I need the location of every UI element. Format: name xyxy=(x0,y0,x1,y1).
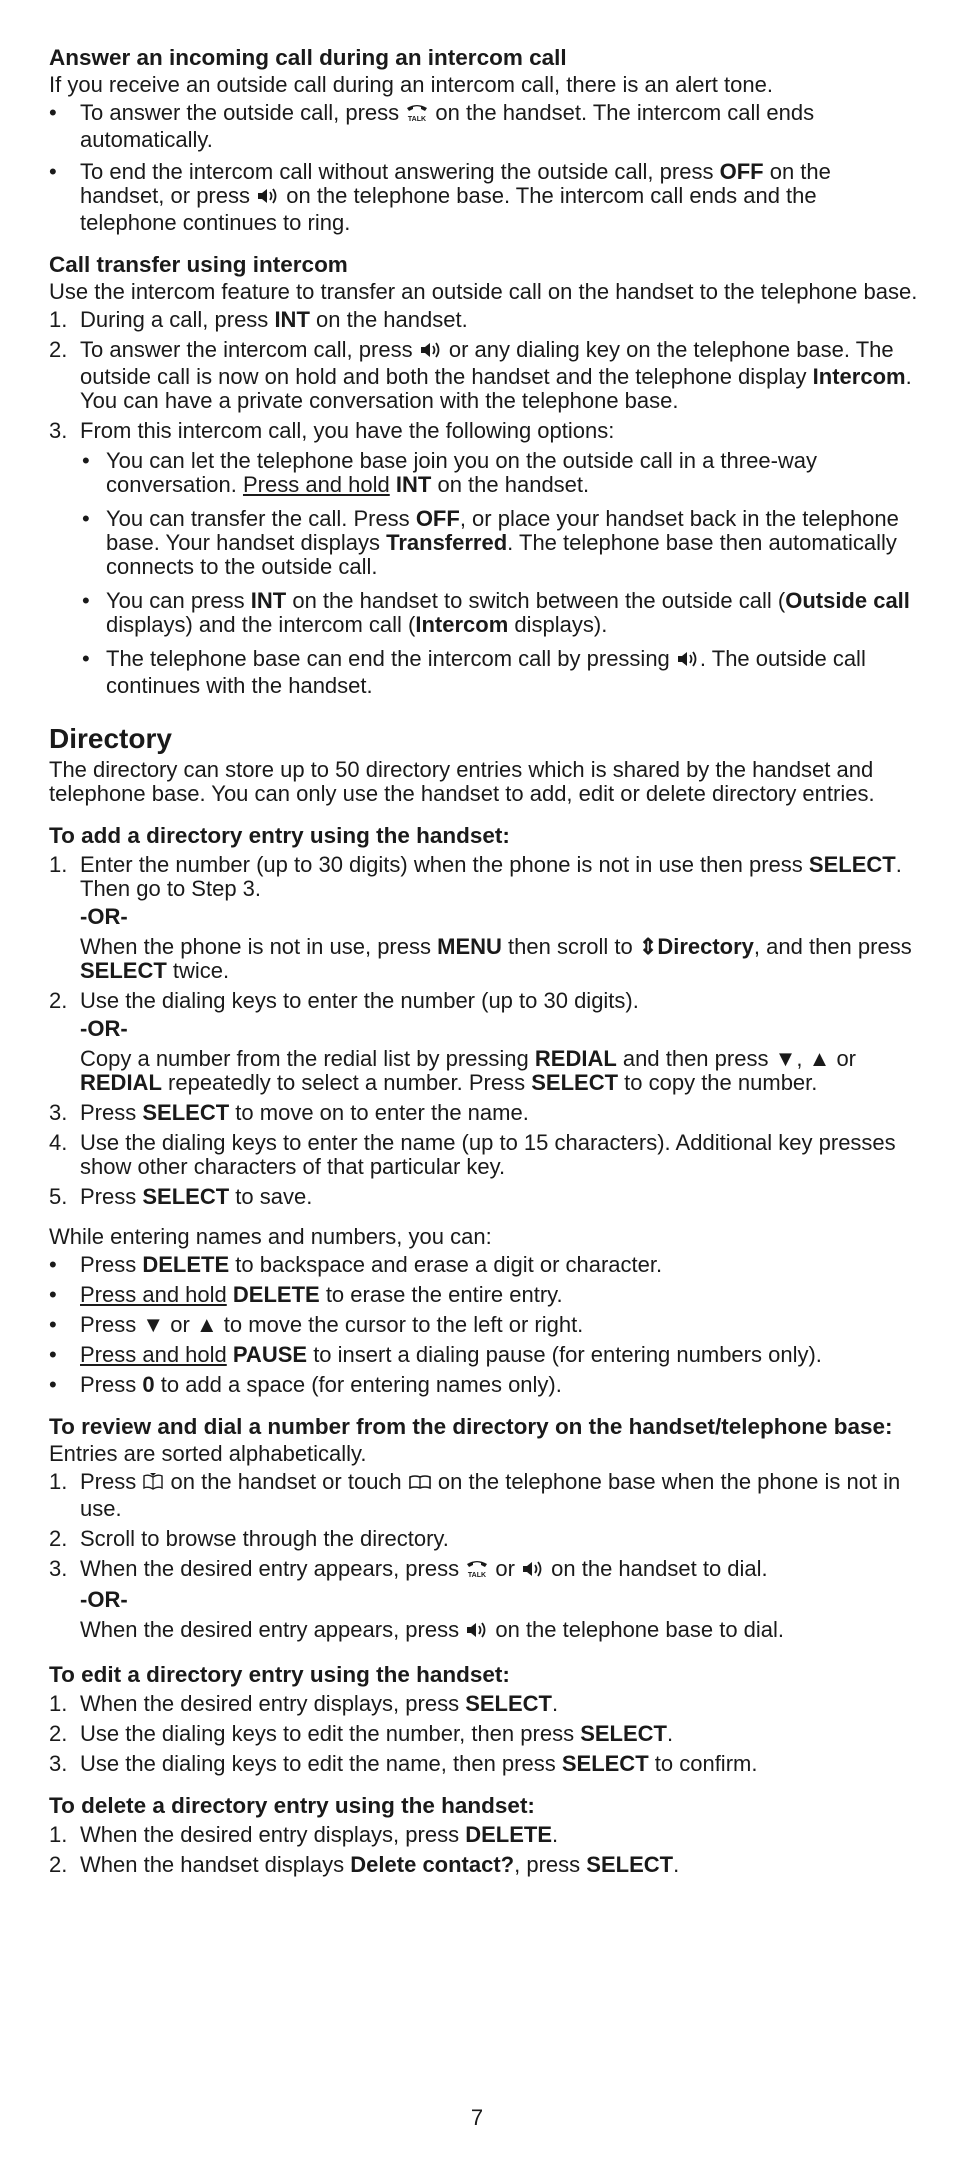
list-item: 3. When the desired entry appears, press TALK or on the handset to dial. -OR- When the desired entry appears, press on the telephone base to dial. xyxy=(49,1557,919,1645)
review-title: To review and dial a number from the directory on the handset/telephone base: xyxy=(49,1414,893,1439)
delete-title: To delete a directory entry using the handset: xyxy=(49,1793,535,1818)
or-separator: -OR- xyxy=(80,1587,128,1612)
speaker-icon xyxy=(521,1559,545,1584)
numbered-list xyxy=(49,308,919,698)
speaker-icon xyxy=(419,340,443,365)
sub-bullet-list xyxy=(80,449,919,698)
list-item: 2. Use the dialing keys to enter the number (up to 30 digits). -OR- Copy a number from the redial list by pressing REDIAL and then press ▼, ▲ or REDIAL repeatedly to select a number. Press SELECT to copy the number. xyxy=(49,989,919,1095)
list-item: • To end the intercom call without answering the outside call, press OFF on the handset, or press on the telephone base. The intercom call ends and the telephone continues to ring. xyxy=(49,160,919,235)
list-item: 1. Press on the handset or touch on the telephone base when the phone is not in use. xyxy=(49,1469,901,1521)
alt-step: When the desired entry appears, press on the telephone base to dial. xyxy=(80,1618,919,1645)
list-item: • Press 0 to add a space (for entering names only). xyxy=(49,1373,919,1397)
section-intro: Use the intercom feature to transfer an outside call on the handset to the telephone base. xyxy=(49,279,918,304)
directory-heading: Directory xyxy=(49,723,172,754)
list-item: 2. To answer the intercom call, press or any dialing key on the telephone base. The outside call is now on hold and both the handset and the telephone display Intercom. You can have a private conversation with the telephone base. xyxy=(49,337,912,413)
svg-text:TALK: TALK xyxy=(468,1572,487,1579)
directory-book-icon xyxy=(142,1472,164,1497)
list-item: 4. Use the dialing keys to enter the name (up to 15 characters). Additional key presses show other characters of that particular key. xyxy=(49,1130,896,1179)
list-item: 5. Press SELECT to save. xyxy=(49,1184,313,1209)
list-item: • Press DELETE to backspace and erase a digit or character. xyxy=(49,1253,919,1277)
entering-intro: While entering names and numbers, you can: xyxy=(49,1224,492,1249)
bullet-list xyxy=(49,1253,919,1397)
alt-step: Copy a number from the redial list by pressing REDIAL and then press ▼, ▲ or REDIAL repeatedly to select a number. Press SELECT to copy the number. xyxy=(80,1046,857,1095)
or-separator: -OR- xyxy=(80,904,128,929)
numbered-list xyxy=(49,1823,919,1877)
numbered-list xyxy=(49,1470,919,1645)
speaker-icon xyxy=(465,1620,489,1645)
alt-step: When the phone is not in use, press MENU then scroll to ⇕Directory, and then press SELECT twice. xyxy=(80,934,912,983)
list-item: 1. During a call, press INT on the handset. xyxy=(49,307,468,332)
list-item: 3. Use the dialing keys to edit the name, then press SELECT to confirm. xyxy=(49,1751,758,1776)
list-item: 1. When the desired entry displays, press SELECT. xyxy=(49,1691,559,1716)
page-number: 7 xyxy=(470,2105,484,2130)
talk-icon xyxy=(465,1559,489,1584)
book-touch-icon xyxy=(408,1472,432,1497)
list-item: • You can transfer the call. Press OFF, or place your handset back in the telephone base. Your handset displays Transferred. The telephone base then automatically connects to the outside call. xyxy=(80,507,919,579)
speaker-icon xyxy=(256,186,280,211)
talk-icon xyxy=(405,103,429,128)
edit-title: To edit a directory entry using the handset: xyxy=(49,1662,510,1687)
bullet-list xyxy=(49,101,919,235)
list-item: 2. Scroll to browse through the directory. xyxy=(49,1526,449,1551)
directory-intro: The directory can store up to 50 directory entries which is shared by the handset and telephone base. You can only use the handset to add, edit or delete directory entries. xyxy=(49,757,875,806)
review-intro: Entries are sorted alphabetically. xyxy=(49,1441,367,1466)
list-item: • To answer the outside call, press TALK on the handset. The intercom call ends automatically. xyxy=(49,101,919,152)
section-title-answer-call: Answer an incoming call during an intercom call xyxy=(49,45,567,70)
list-item: • The telephone base can end the intercom call by pressing . The outside call continues with the handset. xyxy=(80,647,919,698)
list-item: 2. When the handset displays Delete contact?, press SELECT. xyxy=(49,1852,680,1877)
section-title-call-transfer: Call transfer using intercom xyxy=(49,252,348,277)
add-entry-title: To add a directory entry using the handset: xyxy=(49,823,510,848)
numbered-list xyxy=(49,853,919,1209)
list-item: 1. Enter the number (up to 30 digits) when the phone is not in use then press SELECT. Then go to Step 3. -OR- When the phone is not in use, press MENU then scroll to ⇕Directory, and then press SELECT twice. xyxy=(49,853,919,983)
section-intro: If you receive an outside call during an intercom call, there is an alert tone. xyxy=(49,72,773,97)
or-separator: -OR- xyxy=(80,1016,128,1041)
list-item: • Press and hold DELETE to erase the entire entry. xyxy=(49,1283,919,1307)
numbered-list xyxy=(49,1692,919,1776)
list-item: 1. When the desired entry displays, press DELETE. xyxy=(49,1822,559,1847)
list-item: • Press ▼ or ▲ to move the cursor to the left or right. xyxy=(49,1313,919,1337)
list-item: 3. From this intercom call, you have the following options: • You can let the telephone base join you on the outside call in a three-way conversation. Press and hold INT on the handset. • You can transfer the call. Press OFF, or place your handset back in the telephone base. Your handset displays Transferred. The telephone base then automatically connects to the outside call. • You can press INT on the handset to switch between the outside call (Outside call displays) and the intercom call (Intercom displays). • The telephone base can end the intercom call by pressing . The outside call continues with the handset. xyxy=(49,419,919,698)
speaker-icon xyxy=(676,649,700,674)
list-item: • You can press INT on the handset to switch between the outside call (Outside call displays) and the intercom call (Intercom displays). xyxy=(80,589,919,637)
list-item: 3. Press SELECT to move on to enter the name. xyxy=(49,1100,529,1125)
svg-text:TALK: TALK xyxy=(408,116,427,123)
list-item: • Press and hold PAUSE to insert a dialing pause (for entering numbers only). xyxy=(49,1343,919,1367)
list-item: 2. Use the dialing keys to edit the number, then press SELECT. xyxy=(49,1721,674,1746)
page-content xyxy=(49,44,919,1883)
list-item: • You can let the telephone base join you on the outside call in a three-way conversation. Press and hold INT on the handset. xyxy=(80,449,919,497)
